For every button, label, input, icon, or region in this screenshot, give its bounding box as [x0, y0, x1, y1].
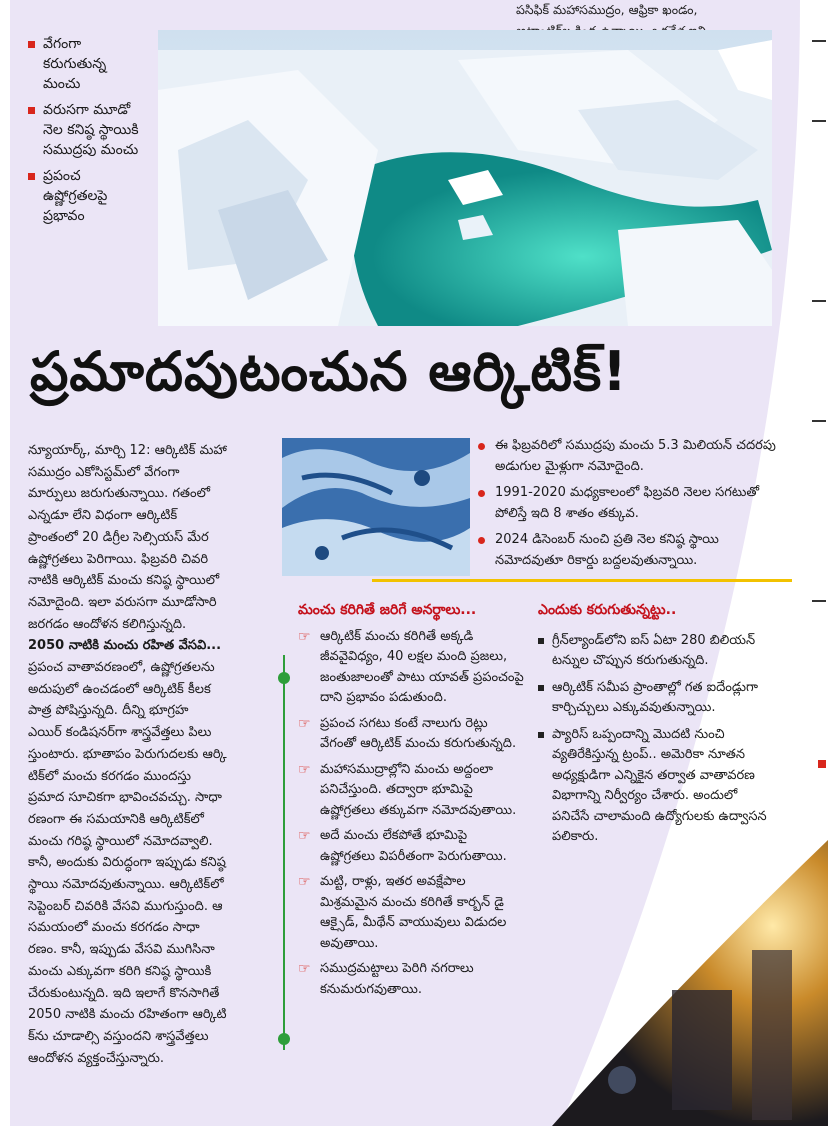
list-item: [538, 631, 774, 672]
pointing-hand-icon: ☞: [298, 715, 311, 732]
highlight-bullet: [28, 166, 148, 226]
text-line: స్తుంటారు. భూతాపం పెరుగుదలకు ఆర్కి: [28, 746, 227, 762]
text-line: నాటికి ఆర్కిటిక్ మంచు కనిష్ఠ స్థాయిలో: [28, 573, 220, 589]
text-line: మార్పులు జరుగుతున్నాయి. గతంలో: [28, 486, 210, 502]
bullet-text: వేగంగా కరుగుతున్న మంచు: [43, 36, 107, 92]
text-line: సమయంలో మంచు కరగడం సాధా: [28, 920, 200, 936]
list-item: [298, 959, 526, 1000]
pointing-hand-icon: ☞: [298, 628, 311, 645]
text-line: ఎన్నడూ లేని విధంగా ఆర్కిటిక్: [28, 508, 178, 524]
text-line: అదుపులో ఉంచడంలో ఆర్కిటిక్ కీలక: [28, 681, 211, 697]
item-text: అదే మంచు లేకపోతే భూమిపై ఉష్ణోగ్రతలు విపరీతంగా పెరుగుతాయి.: [320, 828, 507, 864]
column-rule: [283, 655, 285, 1050]
text-fragment: [812, 600, 826, 602]
bullet-square-icon: [538, 732, 544, 738]
text-fragment: [812, 420, 826, 422]
bullet-dot-icon: [478, 490, 485, 497]
text-line: సెప్టెంబర్ చివరికి వేసవి ముగుస్తుంది. ఆ: [28, 898, 223, 914]
text-line: న్యూయార్క్, మార్చి 12: ఆర్కిటిక్ మహా: [28, 443, 227, 458]
consequences-box: [298, 600, 526, 1005]
text-line: స్థాయి నమోదవుతున్నాయి. ఆర్కిటిక్‌లో: [28, 877, 224, 893]
adjacent-column-edge: [800, 0, 828, 840]
item-text: ప్యారిస్ ఒప్పందాన్ని మొదటి నుంచి వ్యతిరేకిస్తున్న ట్రంప్.. అమెరికా నూతన అధ్యక్షుడిగా ఎన్నికైన తర్వాత వాతావరణ విభాగాన్ని నిర్వీర్యం చేశారు. అందులో పనిచేసే చాలామంది ఉద్యోగులకు ఉద్వాసన పలికారు.: [552, 726, 767, 844]
text-line: పాత్ర పోషిస్తున్నది. దీన్ని భూగ్రహ: [28, 703, 189, 719]
item-text: ఆర్కిటిక్ సమీప ప్రాంతాల్లో గత ఐదేండ్లుగా కార్చిచ్చులు ఎక్కువవుతున్నాయి.: [552, 679, 758, 715]
text-line: కానీ, అందుకు విరుద్ధంగా ఇప్పుడు కనిష్ఠ: [28, 855, 226, 871]
fact-text: ఈ ఫిబ్రవరిలో సముద్రపు మంచు 5.3 మిలియన్ చదరపు అడుగుల మైళ్లుగా నమోదైంది.: [495, 438, 776, 474]
text-line: పసిఫిక్ మహాసముద్రం, ఆఫ్రికా ఖండం,: [516, 2, 698, 17]
text-line: చేరుకుంటున్నది. ఇది ఇలాగే కొనసాగితే: [28, 985, 220, 1001]
text-line: క్‌ను చూడాల్సి వస్తుందని శాస్త్రవేత్తలు: [28, 1028, 209, 1044]
item-text: మట్టి, రాళ్లు, ఇతర అవక్షేపాల మిశ్రమమైన మంచు కరిగితే కార్బన్ డై ఆక్సైడ్, మీథేన్ వాయువులు విడుదల అవుతాయి.: [320, 874, 507, 951]
bullet-square-icon: [538, 685, 544, 691]
pointing-hand-icon: ☞: [298, 874, 311, 890]
text-line: మంచు ఎక్కువగా కరిగి కనిష్ఠ స్థాయికి: [28, 963, 212, 979]
box-title: మంచు కరిగితే జరిగే అనర్థాలు...: [298, 602, 477, 618]
text-line: 2050 నాటికి మంచు రహితంగా ఆర్కిటి: [28, 1007, 227, 1023]
factory-photo: [552, 840, 828, 1126]
arctic-ice-photo: [158, 30, 772, 326]
list-item: [298, 714, 526, 755]
text-fragment: [812, 120, 826, 122]
text-line: ఉష్ణోగ్రతలు పెరిగాయి. ఫిబ్రవరి చివరి: [28, 551, 209, 567]
text-line: ప్రాంతంలో 20 డిగ్రీల సెల్సియస్ మేర: [28, 529, 209, 545]
divider-rule: [372, 579, 792, 582]
text-fragment: [812, 300, 826, 302]
rule-dot: [278, 672, 290, 684]
text-line: రణంగా ఈ సమయానికి ఆర్కిటిక్‌లో: [28, 811, 204, 827]
list-item: [298, 826, 526, 867]
text-line: జరగడం ఆందోళన కలిగిస్తున్నది.: [28, 616, 187, 632]
pointing-hand-icon: ☞: [298, 828, 311, 844]
fact-item: [478, 483, 778, 524]
bullet-square-icon: [28, 173, 35, 180]
pointing-hand-icon: ☞: [298, 761, 311, 778]
text-line: ప్రపంచ వాతావరణంలో, ఉష్ణోగ్రతలను: [28, 660, 215, 676]
bullet-square-icon: [538, 638, 544, 644]
fact-text: 2024 డిసెంబర్ నుంచి ప్రతి నెల కనిష్ఠ స్థాయి నమోదవుతూ రికార్డు బద్దలవుతున్నాయి.: [495, 532, 719, 568]
bullet-dot-icon: [478, 537, 485, 544]
bullet-square-icon: [818, 760, 826, 768]
key-facts: [478, 436, 778, 577]
melting-ice-photo: [282, 438, 470, 576]
item-text: ఆర్కిటిక్ మంచు కరిగితే అక్కడి జీవవైవిధ్యం, 40 లక్షల మంది ప్రజలు, జంతుజాలంతో పాటు యావత్ ప్రపంచంపై దాని ప్రభావం పడుతుంది.: [320, 628, 524, 705]
fact-item: [478, 436, 778, 477]
list-item: [538, 678, 774, 719]
item-text: సముద్రమట్టాలు పెరిగి నగరాలు కనుమరుగవుతాయి.: [320, 961, 474, 997]
bullet-dot-icon: [478, 443, 485, 450]
list-item: [298, 760, 526, 822]
text-line: రణం. కానీ, ఇప్పుడు వేసవి ముగిసినా: [28, 942, 215, 958]
text-fragment: [812, 40, 826, 42]
text-line: ప్రమాద సూచికగా భావించవచ్చు. సాధా: [28, 790, 222, 806]
text-line: ఎయిర్ కండిషనర్‌గా శాస్త్రవేత్తలు పిలు: [28, 725, 212, 741]
list-item: [538, 725, 774, 848]
box-title: ఎందుకు కరుగుతున్నట్టు..: [538, 602, 677, 618]
bullet-square-icon: [28, 107, 35, 114]
subheading: 2050 నాటికి మంచు రహిత వేసవి...: [28, 638, 222, 654]
text-line: ఆందోళన వ్యక్తంచేస్తున్నారు.: [28, 1050, 164, 1066]
bullet-text: వరుసగా మూడో నెల కనిష్ఠ స్థాయికి సముద్రపు మంచు: [43, 102, 139, 158]
fact-text: 1991-2020 మధ్యకాలంలో ఫిబ్రవరి నెలల సగటుతో పోలిస్తే ఇది 8 శాతం తక్కువ.: [495, 485, 760, 521]
main-article-column: [28, 440, 276, 1069]
bullet-text: ప్రపంచ ఉష్ణోగ్రతలపై ప్రభావం: [43, 168, 108, 224]
item-text: మహాసముద్రాల్లోని మంచు అద్దంలా పనిచేస్తుంది. తద్వారా భూమిపై ఉష్ణోగ్రతలు తక్కువగా నమోదవుతాయి.: [320, 761, 517, 818]
text-line: నమోదైంది. ఇలా వరుసగా మూడోసారి: [28, 594, 217, 610]
pointing-hand-icon: ☞: [298, 961, 311, 977]
text-line: సముద్రం ఎకోసిస్టమ్‌లో వేగంగా: [28, 464, 180, 480]
fact-item: [478, 530, 778, 571]
rule-dot: [278, 1033, 290, 1045]
text-line: మంచు గరిష్ఠ స్థాయిలో నమోదవ్వాలి.: [28, 833, 213, 849]
list-item: [298, 627, 526, 709]
bullet-square-icon: [28, 41, 35, 48]
item-text: గ్రీన్‌ల్యాండ్‌లోని ఐస్ ఏటా 280 బిలియన్ టన్నుల చొప్పున కరుగుతున్నది.: [552, 632, 756, 668]
highlight-bullet: [28, 100, 148, 160]
highlight-bullets: [28, 34, 148, 232]
text-line: టిక్‌లో మంచు కరగడం ముందస్తు: [28, 768, 192, 784]
list-item: [298, 872, 526, 954]
headline: ప్రమాదపుటంచున ఆర్కిటిక్!: [30, 340, 628, 403]
item-text: ప్రపంచ సగటు కంటే నాలుగు రెట్లు వేగంతో ఆర్కిటిక్ మంచు కరుగుతున్నది.: [320, 715, 517, 751]
reasons-box: [538, 600, 774, 854]
highlight-bullet: [28, 34, 148, 94]
